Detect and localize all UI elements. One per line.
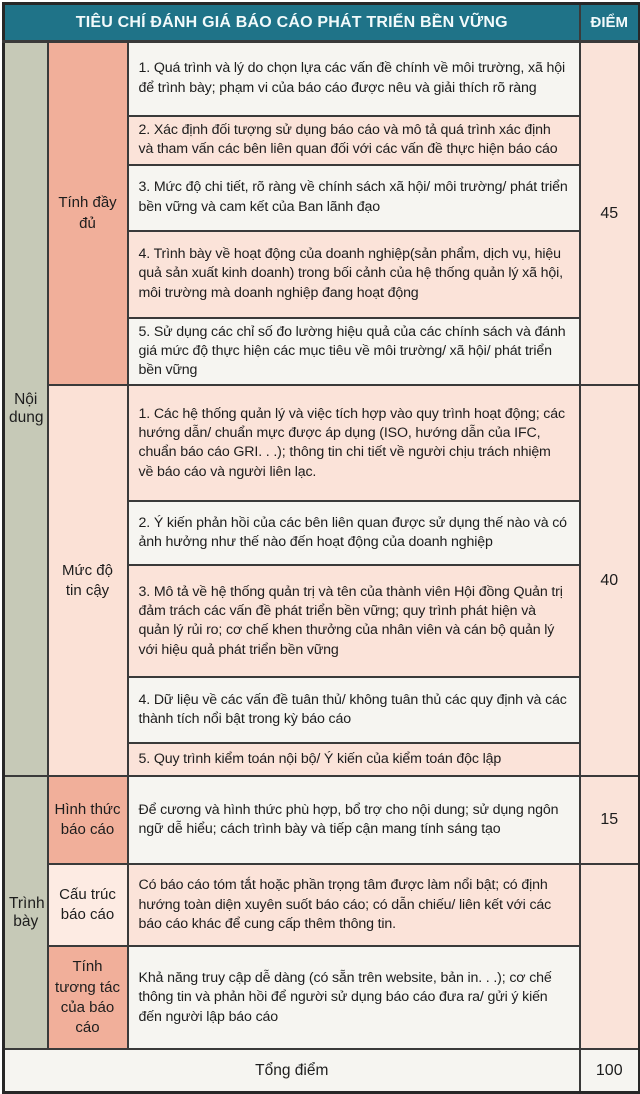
group-cell-presentation: Trình bày <box>4 776 48 1049</box>
label-cell-report-interactivity: Tính tương tác của báo cáo <box>48 946 128 1049</box>
evaluation-criteria-table <box>2 2 640 1094</box>
total-label: Tổng điểm <box>4 1049 580 1092</box>
table-row <box>4 385 640 501</box>
points-cell-reliability: 40 <box>580 385 640 776</box>
criterion-cell: 2. Ý kiến phản hồi của các bên liên quan được sử dụng thế nào và có ảnh hưởng như thế nào đến hoạt động của doanh nghiệp <box>128 501 580 565</box>
criterion-cell: Để cương và hình thức phù hợp, bổ trợ cho nội dung; sử dụng ngôn ngữ dễ hiểu; cách trình bày và tiếp cận mang tính sáng tạo <box>128 776 580 864</box>
label-cell-completeness: Tính đầy đủ <box>48 42 128 386</box>
criterion-cell: Có báo cáo tóm tắt hoặc phần trọng tâm được làm nổi bật; có định hướng toàn diện xuyên suốt báo cáo; có dẫn chiếu/ liên kết với các báo cáo khác để cung cấp thêm thông tin. <box>128 864 580 946</box>
criterion-cell: 2. Xác định đối tượng sử dụng báo cáo và mô tả quá trình xác định và tham vấn các bên liên quan đối với các vấn đề thực hiện báo cáo <box>128 116 580 165</box>
criterion-cell: 1. Quá trình và lý do chọn lựa các vấn đề chính về môi trường, xã hội để trình bày; phạm vi của báo cáo được nêu và giải thích rõ ràng <box>128 42 580 116</box>
total-row <box>4 1049 640 1092</box>
criterion-cell: 4. Trình bày về hoạt động của doanh nghiệp(sản phẩm, dịch vụ, hiệu quả sản xuất kinh doanh) trong bối cảnh của hệ thống quản lý xã hội, môi trường mà doanh nghiệp đang hoạt động <box>128 231 580 318</box>
criterion-cell: 3. Mức độ chi tiết, rõ ràng về chính sách xã hội/ môi trường/ phát triển bền vững và cam kết của Ban lãnh đạo <box>128 165 580 231</box>
group-cell-content: Nội dung <box>4 42 48 777</box>
table-row <box>4 42 640 116</box>
points-cell-completeness: 45 <box>580 42 640 386</box>
table-row <box>4 946 640 1049</box>
points-column-header: ĐIỂM <box>580 4 640 42</box>
criterion-cell: 5. Sử dụng các chỉ số đo lường hiệu quả của các chính sách và đánh giá mức độ thực hiện các mục tiêu về môi trường/ xã hội/ phát triển bền vững <box>128 318 580 386</box>
criterion-cell: 5. Quy trình kiểm toán nội bộ/ Ý kiến của kiểm toán độc lập <box>128 743 580 776</box>
criterion-cell: 4. Dữ liệu về các vấn đề tuân thủ/ không tuân thủ các quy định và các thành tích nổi bật trong kỳ báo cáo <box>128 677 580 743</box>
table-row <box>4 776 640 864</box>
points-cell-empty <box>580 864 640 1049</box>
table-title: TIÊU CHÍ ĐÁNH GIÁ BÁO CÁO PHÁT TRIỂN BỀN VỮNG <box>4 4 580 42</box>
points-cell-presentation: 15 <box>580 776 640 864</box>
criterion-cell: 3. Mô tả về hệ thống quản trị và tên của thành viên Hội đồng Quản trị đảm trách các vấn đề phát triển bền vững; quy trình phát hiện và quản lý rủi ro; cơ chế khen thưởng của nhân viên và cán bộ quản lý với hiệu quả phát triển bền vững <box>128 565 580 677</box>
label-cell-report-format: Hình thức báo cáo <box>48 776 128 864</box>
total-points-cell: 100 <box>580 1049 640 1092</box>
criterion-cell: Khả năng truy cập dễ dàng (có sẵn trên website, bản in. . .); cơ chế thông tin và phản hồi để người sử dụng báo cáo đưa ra/ gửi ý kiến đến người lập báo cáo <box>128 946 580 1049</box>
table-header-row <box>4 4 640 42</box>
table-row <box>4 864 640 946</box>
criterion-cell: 1. Các hệ thống quản lý và việc tích hợp vào quy trình hoạt động; các hướng dẫn/ chuẩn mực được áp dụng (ISO, hướng dẫn của IFC, chuẩn báo cáo GRI. . .); thông tin chi tiết về người chịu trách nhiệm về báo cáo và người liên lạc. <box>128 385 580 501</box>
label-cell-report-structure: Cấu trúc báo cáo <box>48 864 128 946</box>
label-cell-reliability: Mức độ tin cậy <box>48 385 128 776</box>
